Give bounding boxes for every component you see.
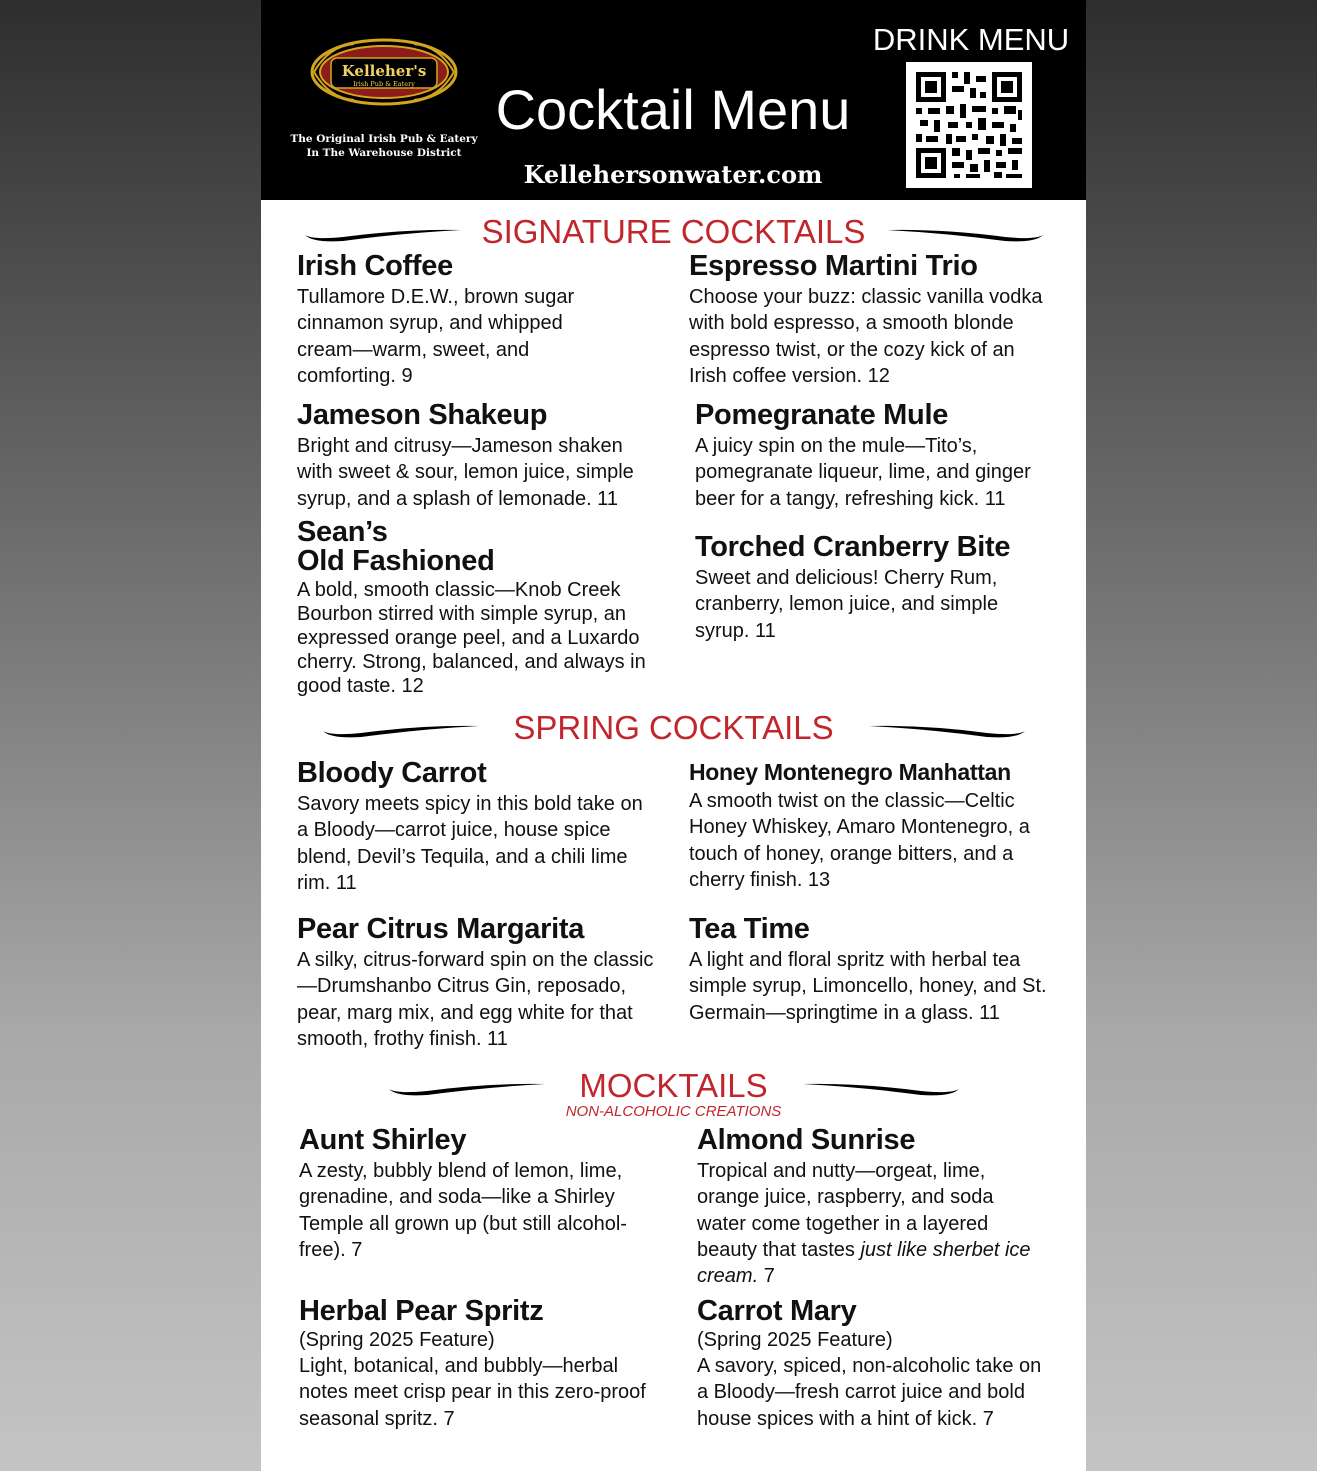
logo-text: Kelleher's bbox=[341, 62, 427, 80]
item-description: Bright and citrusy—Jameson shaken with sweet & sour, lemon juice, simple syrup, and a splash of lemonade. 11 bbox=[297, 435, 634, 510]
item-name: Pomegranate Mule bbox=[695, 399, 949, 431]
item-name: Irish Coffee bbox=[297, 250, 453, 282]
menu-item bbox=[297, 252, 657, 389]
menu-item bbox=[695, 533, 1055, 644]
mocktails-section-header bbox=[261, 1068, 1086, 1120]
item-name: Torched Cranberry Bite bbox=[695, 531, 1011, 563]
menu-item bbox=[297, 759, 657, 896]
item-price: 7 bbox=[763, 1265, 775, 1288]
item-name: Honey Montenegro Manhattan bbox=[689, 759, 1011, 785]
item-feature-tag: (Spring 2025 Feature) bbox=[299, 1329, 495, 1351]
item-description: A zesty, bubbly blend of lemon, lime, grenadine, and soda—like a Shirley Temple all grown up (but still alcohol-free). 7 bbox=[299, 1160, 627, 1261]
qr-code[interactable] bbox=[906, 62, 1032, 188]
item-description: A juicy spin on the mule—Tito’s, pomegranate liqueur, lime, and ginger beer for a tangy, refreshing kick. 11 bbox=[695, 435, 1031, 510]
qr-label: DRINK MENU bbox=[872, 22, 1070, 57]
menu-item bbox=[697, 1297, 1057, 1432]
tagline-line-1: The Original Irish Pub & Eatery bbox=[290, 133, 478, 145]
item-description: Light, botanical, and bubbly—herbal notes meet crisp pear in this zero-proof seasonal spritz. 7 bbox=[299, 1355, 646, 1430]
section-title: SPRING COCKTAILS bbox=[513, 709, 834, 746]
menu-item bbox=[689, 759, 1049, 893]
item-name: Aunt Shirley bbox=[299, 1124, 467, 1156]
item-name: Almond Sunrise bbox=[697, 1124, 916, 1156]
menu-item bbox=[695, 401, 1055, 512]
item-name: Jameson Shakeup bbox=[297, 399, 548, 431]
item-description: Tullamore D.E.W., brown sugar cinnamon syrup, and whipped cream—warm, sweet, and comforting. 9 bbox=[297, 286, 575, 387]
item-name-line-1: Sean’s bbox=[297, 516, 388, 548]
kellehers-logo bbox=[309, 38, 459, 106]
menu-item bbox=[297, 915, 657, 1052]
item-name: Tea Time bbox=[689, 913, 810, 945]
menu-item bbox=[297, 518, 657, 698]
item-description: A silky, citrus-forward spin on the classic—Drumshanbo Citrus Gin, reposado, pear, marg mix, and egg white for that smooth, frothy finish. 11 bbox=[297, 949, 654, 1050]
signature-section-header bbox=[261, 214, 1086, 250]
section-title: SIGNATURE COCKTAILS bbox=[481, 213, 866, 250]
menu-card bbox=[261, 0, 1086, 1471]
section-title: MOCKTAILS bbox=[579, 1067, 768, 1104]
item-description: A savory, spiced, non-alcoholic take on a Bloody—fresh carrot juice and bold house spices with a hint of kick. 7 bbox=[697, 1355, 1042, 1430]
item-description-text: Tropical and nutty—orgeat, lime, orange juice, raspberry, and soda water come together in a layered beauty that tastes bbox=[697, 1160, 994, 1261]
menu-item bbox=[697, 1126, 1057, 1289]
spring-section-header bbox=[261, 710, 1086, 746]
item-name: Pear Citrus Margarita bbox=[297, 913, 585, 945]
menu-item bbox=[297, 401, 657, 512]
menu-item bbox=[689, 252, 1049, 389]
item-name: Carrot Mary bbox=[697, 1295, 857, 1327]
menu-item bbox=[299, 1297, 659, 1432]
menu-item bbox=[299, 1126, 659, 1263]
section-subtitle: NON-ALCOHOLIC CREATIONS bbox=[565, 1103, 782, 1120]
menu-item bbox=[689, 915, 1049, 1026]
item-description: A bold, smooth classic—Knob Creek Bourbon stirred with simple syrup, an expressed orange peel, and a Luxardo cherry. Strong, balanced, and always in good taste. 12 bbox=[297, 579, 646, 697]
item-description bbox=[697, 1158, 1042, 1289]
item-feature-tag: (Spring 2025 Feature) bbox=[697, 1329, 893, 1351]
item-description-italic: just like sherbet ice cream. bbox=[697, 1238, 1031, 1288]
item-description: A light and floral spritz with herbal tea simple syrup, Limoncello, honey, and St. Germain—springtime in a glass. 11 bbox=[689, 949, 1047, 1024]
item-description: A smooth twist on the classic—Celtic Honey Whiskey, Amaro Montenegro, a touch of honey, orange bitters, and a cherry finish. 13 bbox=[689, 790, 1030, 891]
item-description: Savory meets spicy in this bold take on a Bloody—carrot juice, house spice blend, Devil’s Tequila, and a chili lime rim. 11 bbox=[297, 793, 643, 894]
menu-header bbox=[261, 0, 1086, 200]
logo-tagline bbox=[283, 132, 485, 160]
item-name-line-2: Old Fashioned bbox=[297, 545, 495, 577]
website-link[interactable]: Kellehersonwater.com bbox=[523, 160, 823, 189]
item-description: Sweet and delicious! Cherry Rum, cranberry, lemon juice, and simple syrup. 11 bbox=[695, 567, 999, 642]
logo-subtext: Irish Pub & Eatery bbox=[353, 80, 415, 88]
item-name: Herbal Pear Spritz bbox=[299, 1295, 544, 1327]
page-title: Cocktail Menu bbox=[495, 78, 851, 141]
item-description: Choose your buzz: classic vanilla vodka with bold espresso, a smooth blonde espresso twist, or the cozy kick of an Irish coffee version. 12 bbox=[689, 286, 1043, 387]
item-name: Bloody Carrot bbox=[297, 757, 487, 789]
item-name: Espresso Martini Trio bbox=[689, 250, 978, 282]
tagline-line-2: In The Warehouse District bbox=[306, 147, 462, 159]
